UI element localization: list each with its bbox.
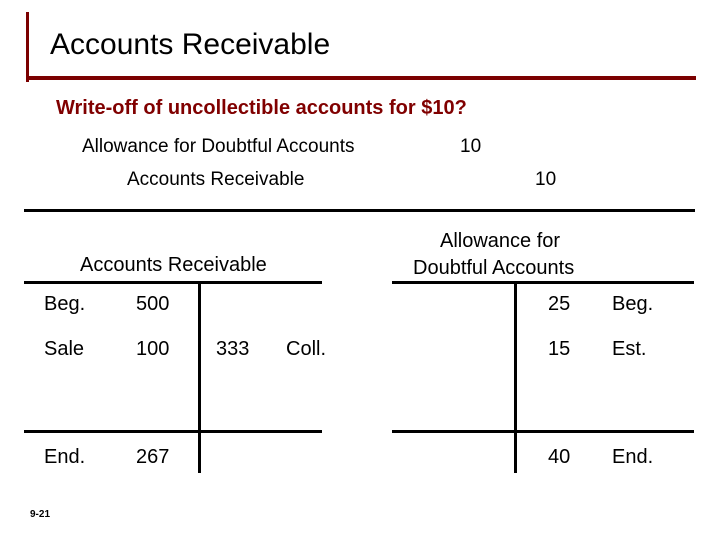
t-account-top-line-allowance bbox=[392, 281, 694, 284]
ar-row-label: Sale bbox=[44, 338, 85, 360]
allowance-row-credit: 15 bbox=[548, 338, 571, 360]
ar-row-debit: 267 bbox=[136, 446, 170, 468]
allowance-row-label: End. bbox=[612, 446, 654, 468]
t-account-balance-line-allowance bbox=[392, 430, 694, 433]
allowance-row-label: Beg. bbox=[612, 293, 654, 315]
t-account-title-accounts-receivable: Accounts Receivable bbox=[80, 254, 267, 276]
t-account-balance-line-accounts-receivable bbox=[24, 430, 322, 433]
ar-row-debit: 500 bbox=[136, 293, 170, 315]
t-account-divider-allowance bbox=[514, 281, 517, 473]
t-account-title-allowance-line1: Allowance for bbox=[440, 230, 561, 252]
ar-row-label: Beg. bbox=[44, 293, 86, 315]
journal-debit-account: Allowance for Doubtful Accounts bbox=[82, 136, 355, 157]
ar-row-debit: 100 bbox=[136, 338, 170, 360]
journal-debit-amount: 10 bbox=[460, 136, 482, 157]
ar-row-label: End. bbox=[44, 446, 86, 468]
t-account-divider-accounts-receivable bbox=[198, 281, 201, 473]
allowance-row-label: Est. bbox=[612, 338, 647, 360]
slide-number: 9-21 bbox=[30, 509, 51, 520]
question-subtitle: Write-off of uncollectible accounts for $10? bbox=[56, 97, 467, 119]
title-underline bbox=[26, 76, 696, 80]
journal-credit-amount: 10 bbox=[535, 169, 557, 190]
journal-separator-line bbox=[24, 209, 695, 212]
journal-credit-account: Accounts Receivable bbox=[127, 169, 305, 190]
title-bracket-vertical bbox=[26, 12, 29, 82]
ar-row-credit-label: Coll. bbox=[286, 338, 327, 360]
slide-title: Accounts Receivable bbox=[50, 28, 331, 61]
t-account-top-line-accounts-receivable bbox=[24, 281, 322, 284]
allowance-row-credit: 25 bbox=[548, 293, 571, 315]
ar-row-credit: 333 bbox=[216, 338, 250, 360]
allowance-row-credit: 40 bbox=[548, 446, 571, 468]
t-account-title-allowance-line2: Doubtful Accounts bbox=[413, 257, 575, 279]
